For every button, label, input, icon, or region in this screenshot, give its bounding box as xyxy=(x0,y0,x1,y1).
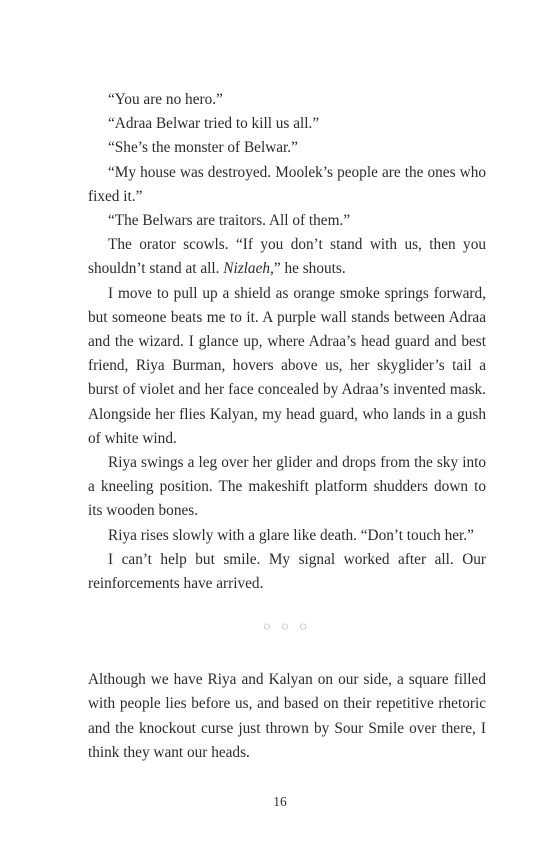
page-body xyxy=(88,88,486,765)
orator-italic: Nizlaeh, xyxy=(223,260,274,278)
page-number: 16 xyxy=(273,794,287,809)
paragraph: “Adraa Belwar tried to kill us all.” xyxy=(108,115,320,133)
paragraph: Riya rises slowly with a glare like death. “Don’t touch her.” xyxy=(108,526,474,544)
paragraph: “You are no hero.” xyxy=(108,91,223,108)
paragraph: I move to pull up a shield as orange smoke springs forward, but someone beats me to it. A purple wall stands between Adraa and the wizard. I glance up, where Adraa’s head guard and best friend, Riya Burman, hovers above us, her skyglider’s tail a burst of violet and her face concealed by Adraa’s invented mask. Alongside her flies Kalyan, my head guard, who lands in a gush of white wind. xyxy=(88,284,486,447)
ornament-icon: ◌ xyxy=(299,619,311,634)
ornament-icon: ◌ xyxy=(263,619,275,634)
ornament-icon: ◌ xyxy=(281,619,293,634)
orator-text: The orator scowls. “If you don’t stand with us, then you shouldn’t stand at all. xyxy=(88,236,486,278)
paragraph: “My house was destroyed. Moolek’s people are the ones who fixed it.” xyxy=(88,163,486,205)
orator-text-end: ” he shouts. xyxy=(273,260,346,278)
paragraph-orator xyxy=(88,233,486,281)
paragraph: “She’s the monster of Belwar.” xyxy=(108,139,298,157)
paragraph-after-break: Although we have Riya and Kalyan on our side, a square filled with people lies before us, and based on their repetitive rhetoric and the knockout curse just thrown by Sour Smile over there, I think they want our heads. xyxy=(88,671,486,761)
paragraph: “The Belwars are traitors. All of them.” xyxy=(108,212,351,230)
paragraph: I can’t help but smile. My signal worked after all. Our reinforcements have arrived. xyxy=(88,550,486,593)
paragraph: Riya swings a leg over her glider and drops from the sky into a kneeling position. The makeshift platform shudders down to its wooden bones. xyxy=(88,454,486,520)
section-break-ornament xyxy=(88,596,486,668)
